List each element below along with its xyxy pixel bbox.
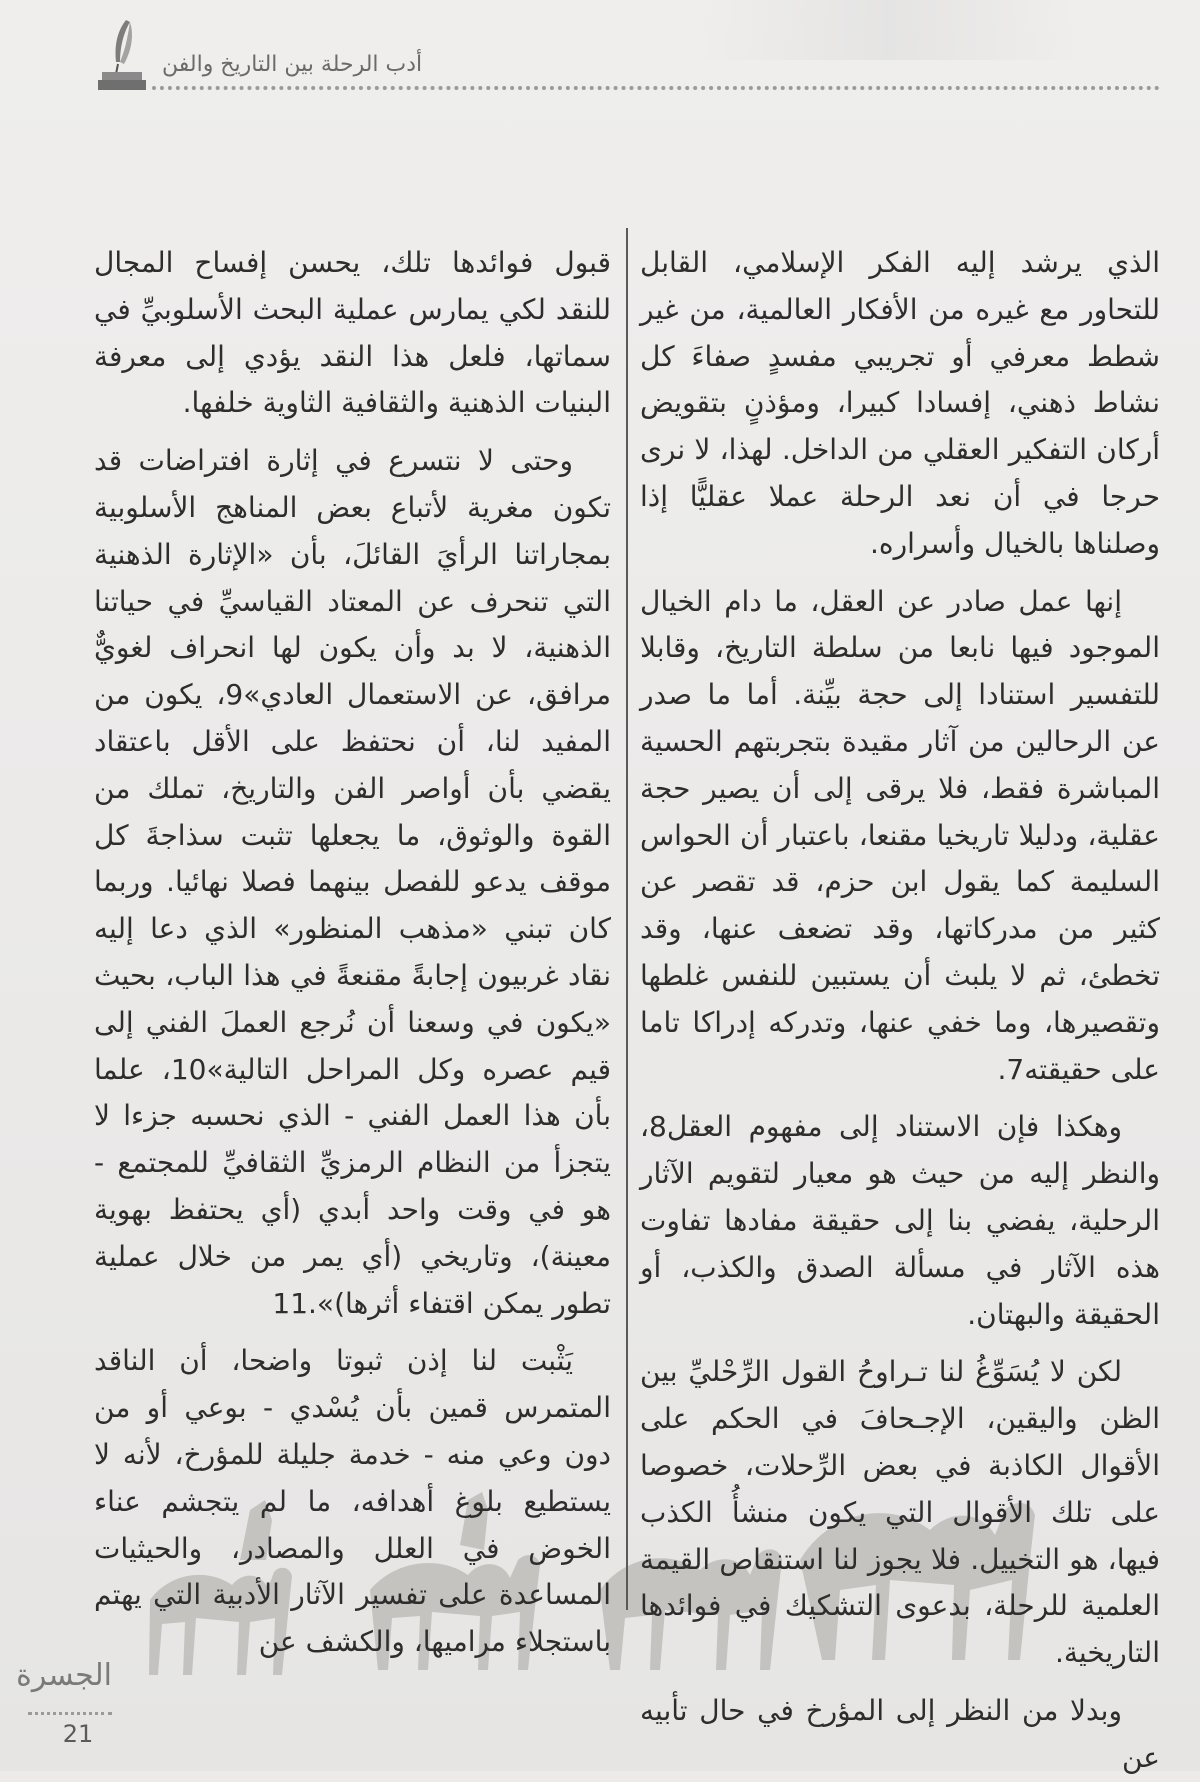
paragraph: يَثْبت لنا إذن ثبوتا واضحا، أن الناقد المتمرس قمين بأن يُسْدي - بوعي أو من دون وعي منه - خدمة جليلة للمؤرخ، لأنه لا يستطيع بلوغ أهدافه، ما لم يتجشم عناء الخوض في العلل والمصادر، والحيثيات المساعدة على تفسير الآثار الأدبية التي يهتم باستجلاء مراميها، والكشف عن <box>94 1344 611 1659</box>
paragraph: وحتى لا نتسرع في إثارة افتراضات قد تكون مغرية لأتباع بعض المناهج الأسلوبية بمجاراتنا الرأيَ القائلَ، بأن «الإثارة الذهنية التي تنحرف عن المعتاد القياسيِّ في حياتنا الذهنية، لا بد وأن يكون لها انحراف لغويٌّ مرافق، عن الاستعمال العادي»9، يكون من المفيد لنا، أن نحتفظ على الأقل باعتقاد يقضي بأن أواصر الفن والتاريخ، تملك من القوة والوثوق، ما يجعلها تثبت سذاجةَ كل موقف يدعو للفصل بينهما فصلا نهائيا. وربما كان تبني «مذهب المنظور» الذي دعا إليه نقاد غربيون إجابةً مقنعةً في هذا الباب، بحيث «يكون في وسعنا أن نُرجع العملَ الفني إلى قيم عصره وكل المراحل التالية»10، علما بأن هذا العمل الفني - الذي نحسبه جزءا لا يتجزأ من النظام الرمزيِّ الثقافيِّ للمجتمع - هو في وقت واحد أبدي (أي يحتفظ بهوية معينة)، وتاريخي (أي يمر من خلال عملية تطور يمكن اقتفاء أثرها)».11 <box>94 444 612 1320</box>
paragraph: الذي يرشد إليه الفكر الإسلامي، القابل للتحاور مع غيره من الأفكار العالمية، من غير شطط معرفي أو تجريبي مفسدٍ صفاءَ كل نشاط ذهني، إفسادا كبيرا، ومؤذنٍ بتقويض أركان التفكير العقلي من الداخل. لهذا، لا نرى حرجا في أن نعد الرحلة عملا عقليًّا إذا وصلناها بالخيال وأسراره. <box>640 246 1160 560</box>
paragraph: قبول فوائدها تلك، يحسن إفساح المجال للنقد لكي يمارس عملية البحث الأسلوبيِّ في سماتها، فلعل هذا النقد يؤدي إلى معرفة البنيات الذهنية والثقافية الثاوية خلفها. <box>94 246 611 420</box>
paragraph: إنها عمل صادر عن العقل، ما دام الخيال الموجود فيها نابعا من سلطة التاريخ، وقابلا للتفسير استنادا إلى حجة بيِّنة. أما ما صدر عن الرحالين من آثار مقيدة بتجربتهم الحسية المباشرة فقط، فلا يرقى إلى أن يصير حجة عقلية، ودليلا تاريخيا مقنعا، باعتبار أن الحواس السليمة كما يقول ابن حزم، قد تقصر عن كثير من مدركاتها، وقد تضعف عنها، وقد تخطئ، ثم لا يلبث أن يستبين للنفس غلطها وتقصيرها، وما خفي عنها، وتدركه إدراكا تاما على حقيقته7. <box>640 584 1160 1086</box>
header-dotted-rule <box>152 86 1160 90</box>
magazine-logo: الجسرة <box>16 1658 112 1693</box>
paragraph: وبدلا من النظر إلى المؤرخ في حال تأبيه عن <box>640 1693 1160 1774</box>
quill-on-book-icon <box>96 16 148 94</box>
page-number: 21 <box>62 1720 94 1748</box>
text-column-left <box>94 240 611 1660</box>
header-title: أدب الرحلة بين التاريخ والفن <box>162 52 423 77</box>
paragraph: وهكذا فإن الاستناد إلى مفهوم العقل8، والنظر إليه من حيث هو معيار لتقويم الآثار الرحلية، يفضي بنا إلى حقيقة مفادها تفاوت هذه الآثار في مسألة الصدق والكذب، أو الحقيقة والبهتان. <box>640 1110 1160 1331</box>
footer-dotted-rule <box>28 1712 112 1715</box>
text-column-right <box>640 240 1160 1774</box>
running-header <box>90 12 1170 102</box>
column-divider <box>626 228 628 1610</box>
paragraph: لكن لا يُسَوِّغُ لنا تـراوحُ القول الرِّحْليِّ بين الظن واليقين، الإجـحافَ في الحكم على الأقوال الكاذبة في بعض الرِّحلات، خصوصا على تلك الأقوال التي يكون منشأُ الكذب فيها، هو التخييل. فلا يجوز لنا استنقاص القيمة العلمية للرحلة، بدعوى التشكيك في فوائدها التاريخية. <box>640 1355 1160 1670</box>
